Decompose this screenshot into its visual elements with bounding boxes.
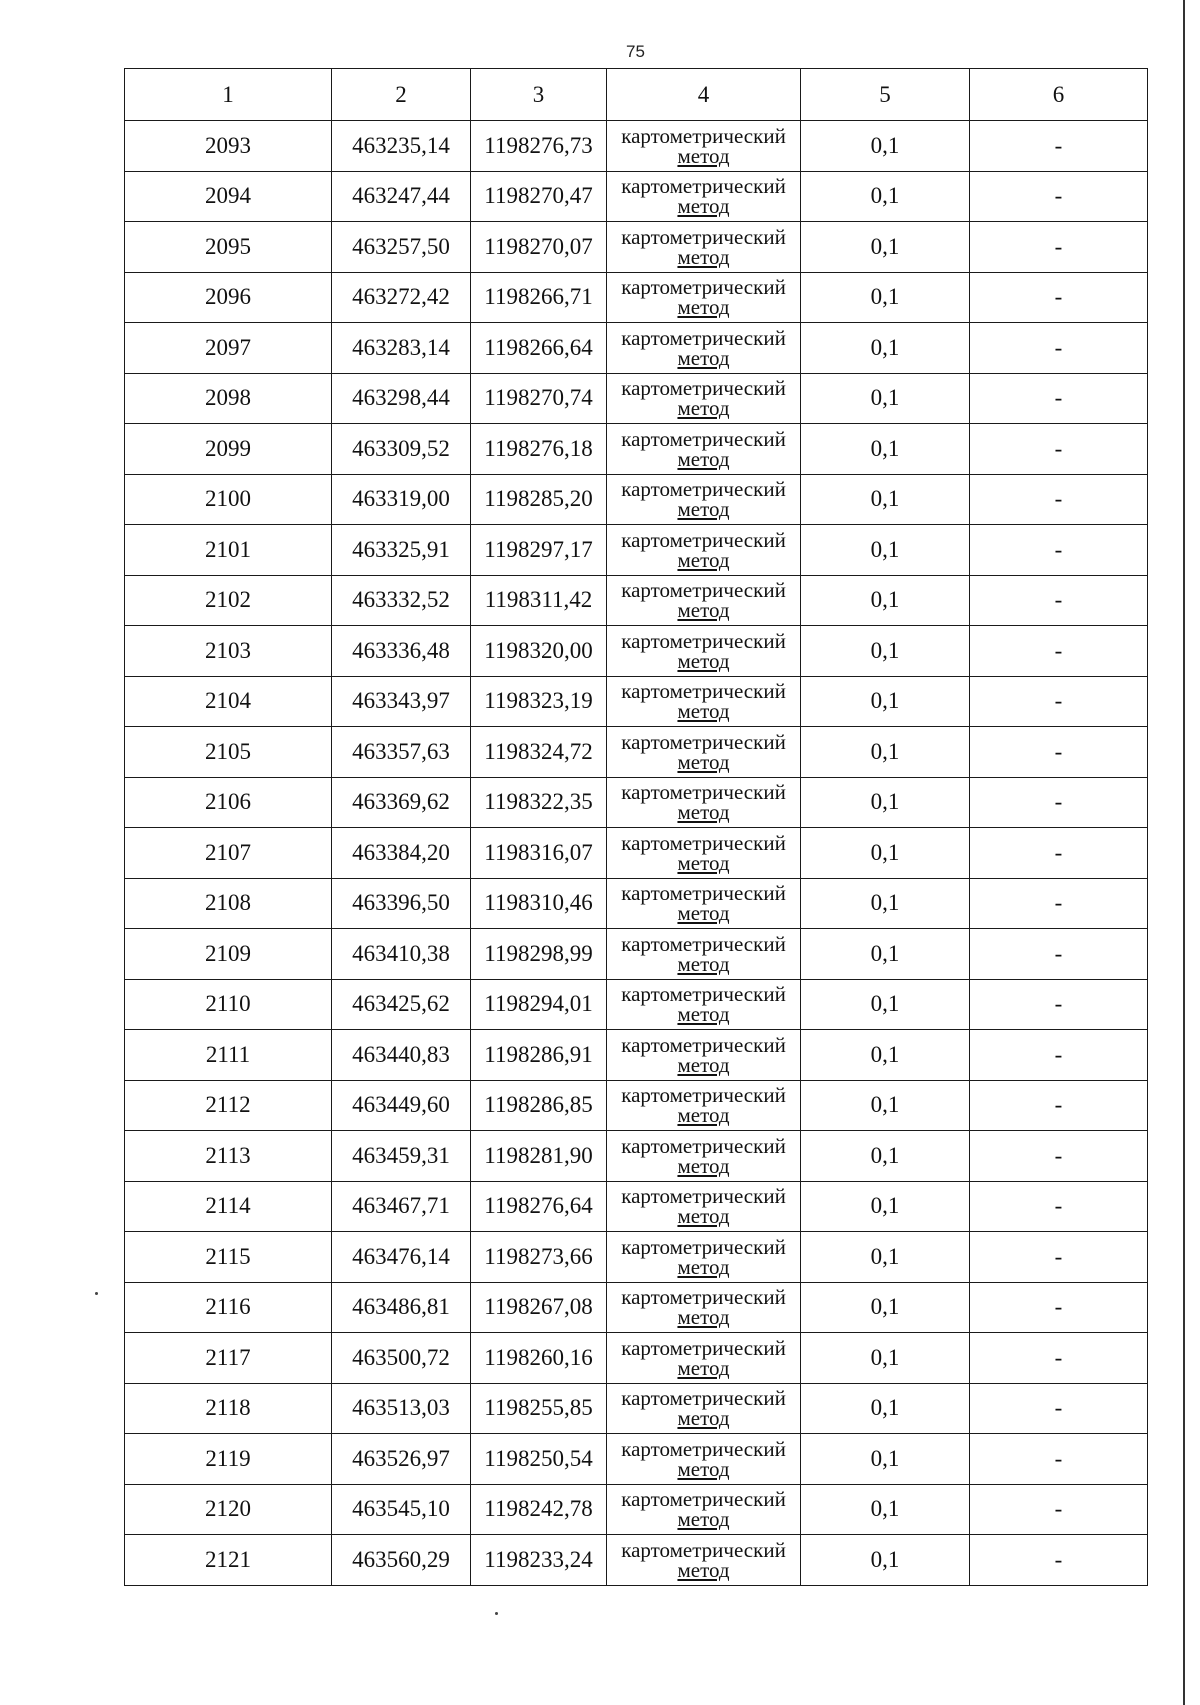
accuracy-cell: 0,1	[801, 1535, 970, 1586]
y-coordinate-cell: 1198266,71	[471, 272, 607, 323]
x-coordinate-cell: 463425,62	[332, 979, 471, 1030]
x-coordinate-cell: 463309,52	[332, 424, 471, 475]
y-coordinate-cell: 1198266,64	[471, 323, 607, 374]
description-cell: -	[970, 525, 1148, 576]
method-cell	[607, 1434, 801, 1485]
column-header: 2	[332, 69, 471, 121]
accuracy-cell: 0,1	[801, 1383, 970, 1434]
x-coordinate-cell: 463357,63	[332, 727, 471, 778]
method-text-line1: картометрический	[621, 780, 786, 805]
method-cell	[607, 828, 801, 879]
description-cell: -	[970, 272, 1148, 323]
method-cell	[607, 1484, 801, 1535]
description-cell: -	[970, 1434, 1148, 1485]
accuracy-cell: 0,1	[801, 323, 970, 374]
point-number-cell: 2096	[125, 272, 332, 323]
method-text-line2: метод	[677, 1355, 730, 1380]
y-coordinate-cell: 1198233,24	[471, 1535, 607, 1586]
method-text-line2: метод	[677, 295, 730, 320]
page-number: 75	[626, 42, 645, 61]
method-cell	[607, 1080, 801, 1131]
table-row	[125, 272, 1148, 323]
method-cell	[607, 222, 801, 273]
x-coordinate-cell: 463449,60	[332, 1080, 471, 1131]
y-coordinate-cell: 1198270,47	[471, 171, 607, 222]
method-text-line1: картометрический	[621, 1083, 786, 1108]
y-coordinate-cell: 1198311,42	[471, 575, 607, 626]
table-row	[125, 727, 1148, 778]
accuracy-cell: 0,1	[801, 1434, 970, 1485]
method-text-line2: метод	[677, 598, 730, 623]
accuracy-cell: 0,1	[801, 1333, 970, 1384]
accuracy-cell: 0,1	[801, 525, 970, 576]
x-coordinate-cell: 463369,62	[332, 777, 471, 828]
y-coordinate-cell: 1198322,35	[471, 777, 607, 828]
x-coordinate-cell: 463560,29	[332, 1535, 471, 1586]
table-row	[125, 323, 1148, 374]
table-row	[125, 121, 1148, 172]
point-number-cell: 2117	[125, 1333, 332, 1384]
accuracy-cell: 0,1	[801, 1181, 970, 1232]
method-text-line1: картометрический	[621, 628, 786, 653]
point-number-cell: 2102	[125, 575, 332, 626]
method-cell	[607, 727, 801, 778]
description-cell: -	[970, 676, 1148, 727]
description-cell: -	[970, 474, 1148, 525]
description-cell: -	[970, 626, 1148, 677]
method-text-line2: метод	[677, 1456, 730, 1481]
method-text-line2: метод	[677, 244, 730, 269]
table-row	[125, 1282, 1148, 1333]
point-number-cell: 2103	[125, 626, 332, 677]
method-text-line1: картометрический	[621, 729, 786, 754]
column-header: 3	[471, 69, 607, 121]
table-row	[125, 373, 1148, 424]
method-cell	[607, 575, 801, 626]
x-coordinate-cell: 463545,10	[332, 1484, 471, 1535]
accuracy-cell: 0,1	[801, 1282, 970, 1333]
method-text-line1: картометрический	[621, 1032, 786, 1057]
method-cell	[607, 1131, 801, 1182]
description-cell: -	[970, 1030, 1148, 1081]
accuracy-cell: 0,1	[801, 727, 970, 778]
method-text-line2: метод	[677, 1103, 730, 1128]
description-cell: -	[970, 828, 1148, 879]
accuracy-cell: 0,1	[801, 676, 970, 727]
accuracy-cell: 0,1	[801, 424, 970, 475]
point-number-cell: 2105	[125, 727, 332, 778]
x-coordinate-cell: 463396,50	[332, 878, 471, 929]
y-coordinate-cell: 1198316,07	[471, 828, 607, 879]
method-cell	[607, 121, 801, 172]
x-coordinate-cell: 463476,14	[332, 1232, 471, 1283]
table-row	[125, 929, 1148, 980]
description-cell: -	[970, 727, 1148, 778]
table-row	[125, 626, 1148, 677]
x-coordinate-cell: 463332,52	[332, 575, 471, 626]
x-coordinate-cell: 463235,14	[332, 121, 471, 172]
method-text-line1: картометрический	[621, 982, 786, 1007]
method-text-line2: метод	[677, 850, 730, 875]
method-text-line1: картометрический	[621, 881, 786, 906]
point-number-cell: 2114	[125, 1181, 332, 1232]
table-row	[125, 424, 1148, 475]
accuracy-cell: 0,1	[801, 474, 970, 525]
method-cell	[607, 525, 801, 576]
y-coordinate-cell: 1198285,20	[471, 474, 607, 525]
page-right-edge	[1183, 0, 1185, 1705]
method-text-line1: картометрический	[621, 1285, 786, 1310]
y-coordinate-cell: 1198320,00	[471, 626, 607, 677]
point-number-cell: 2095	[125, 222, 332, 273]
method-cell	[607, 1333, 801, 1384]
table-row	[125, 1030, 1148, 1081]
method-text-line1: картометрический	[621, 477, 786, 502]
method-text-line1: картометрический	[621, 679, 786, 704]
accuracy-cell: 0,1	[801, 777, 970, 828]
description-cell: -	[970, 575, 1148, 626]
method-text-line1: картометрический	[621, 224, 786, 249]
method-text-line2: метод	[677, 143, 730, 168]
point-number-cell: 2108	[125, 878, 332, 929]
method-cell	[607, 171, 801, 222]
method-text-line1: картометрический	[621, 1436, 786, 1461]
scan-speck	[95, 1292, 98, 1295]
point-number-cell: 2098	[125, 373, 332, 424]
method-text-line1: картометрический	[621, 1133, 786, 1158]
method-cell	[607, 474, 801, 525]
method-text-line1: картометрический	[621, 1335, 786, 1360]
description-cell: -	[970, 373, 1148, 424]
x-coordinate-cell: 463459,31	[332, 1131, 471, 1182]
method-text-line2: метод	[677, 1254, 730, 1279]
method-text-line2: метод	[677, 1507, 730, 1532]
method-text-line2: метод	[677, 951, 730, 976]
x-coordinate-cell: 463298,44	[332, 373, 471, 424]
accuracy-cell: 0,1	[801, 1030, 970, 1081]
x-coordinate-cell: 463410,38	[332, 929, 471, 980]
method-text-line2: метод	[677, 648, 730, 673]
x-coordinate-cell: 463343,97	[332, 676, 471, 727]
point-number-cell: 2111	[125, 1030, 332, 1081]
x-coordinate-cell: 463247,44	[332, 171, 471, 222]
y-coordinate-cell: 1198276,73	[471, 121, 607, 172]
scan-speck	[495, 1612, 498, 1615]
x-coordinate-cell: 463384,20	[332, 828, 471, 879]
method-text-line1: картометрический	[621, 1537, 786, 1562]
y-coordinate-cell: 1198323,19	[471, 676, 607, 727]
y-coordinate-cell: 1198250,54	[471, 1434, 607, 1485]
method-text-line1: картометрический	[621, 830, 786, 855]
table-row	[125, 1434, 1148, 1485]
accuracy-cell: 0,1	[801, 626, 970, 677]
description-cell: -	[970, 424, 1148, 475]
description-cell: -	[970, 1131, 1148, 1182]
description-cell: -	[970, 1333, 1148, 1384]
point-number-cell: 2118	[125, 1383, 332, 1434]
x-coordinate-cell: 463526,97	[332, 1434, 471, 1485]
x-coordinate-cell: 463336,48	[332, 626, 471, 677]
method-text-line1: картометрический	[621, 1234, 786, 1259]
description-cell: -	[970, 121, 1148, 172]
point-number-cell: 2104	[125, 676, 332, 727]
point-number-cell: 2115	[125, 1232, 332, 1283]
column-header: 1	[125, 69, 332, 121]
method-text-line2: метод	[677, 749, 730, 774]
x-coordinate-cell: 463272,42	[332, 272, 471, 323]
point-number-cell: 2100	[125, 474, 332, 525]
method-text-line1: картометрический	[621, 931, 786, 956]
method-text-line1: картометрический	[621, 376, 786, 401]
method-text-line1: картометрический	[621, 1386, 786, 1411]
point-number-cell: 2109	[125, 929, 332, 980]
accuracy-cell: 0,1	[801, 929, 970, 980]
method-cell	[607, 777, 801, 828]
accuracy-cell: 0,1	[801, 1232, 970, 1283]
table-row	[125, 777, 1148, 828]
table-row	[125, 575, 1148, 626]
description-cell: -	[970, 1181, 1148, 1232]
method-cell	[607, 979, 801, 1030]
description-cell: -	[970, 777, 1148, 828]
table-row	[125, 1232, 1148, 1283]
method-text-line2: метод	[677, 901, 730, 926]
y-coordinate-cell: 1198270,74	[471, 373, 607, 424]
description-cell: -	[970, 878, 1148, 929]
method-text-line2: метод	[677, 1204, 730, 1229]
description-cell: -	[970, 222, 1148, 273]
description-cell: -	[970, 1080, 1148, 1131]
point-number-cell: 2116	[125, 1282, 332, 1333]
method-cell	[607, 323, 801, 374]
method-cell	[607, 1181, 801, 1232]
x-coordinate-cell: 463325,91	[332, 525, 471, 576]
method-text-line2: метод	[677, 800, 730, 825]
method-cell	[607, 626, 801, 677]
y-coordinate-cell: 1198276,18	[471, 424, 607, 475]
point-number-cell: 2119	[125, 1434, 332, 1485]
table-row	[125, 1484, 1148, 1535]
description-cell: -	[970, 323, 1148, 374]
accuracy-cell: 0,1	[801, 222, 970, 273]
point-number-cell: 2107	[125, 828, 332, 879]
table-row	[125, 1383, 1148, 1434]
x-coordinate-cell: 463440,83	[332, 1030, 471, 1081]
y-coordinate-cell: 1198267,08	[471, 1282, 607, 1333]
point-number-cell: 2106	[125, 777, 332, 828]
method-cell	[607, 878, 801, 929]
method-text-line2: метод	[677, 699, 730, 724]
accuracy-cell: 0,1	[801, 575, 970, 626]
header-row	[125, 69, 1148, 121]
table-row	[125, 878, 1148, 929]
method-cell	[607, 1383, 801, 1434]
x-coordinate-cell: 463513,03	[332, 1383, 471, 1434]
y-coordinate-cell: 1198298,99	[471, 929, 607, 980]
description-cell: -	[970, 979, 1148, 1030]
accuracy-cell: 0,1	[801, 272, 970, 323]
coordinates-table	[124, 68, 1148, 1586]
table-row	[125, 828, 1148, 879]
method-text-line1: картометрический	[621, 426, 786, 451]
point-number-cell: 2120	[125, 1484, 332, 1535]
description-cell: -	[970, 1535, 1148, 1586]
table-row	[125, 1535, 1148, 1586]
description-cell: -	[970, 929, 1148, 980]
method-cell	[607, 676, 801, 727]
accuracy-cell: 0,1	[801, 1484, 970, 1535]
point-number-cell: 2097	[125, 323, 332, 374]
method-cell	[607, 929, 801, 980]
method-text-line2: метод	[677, 1052, 730, 1077]
method-text-line2: метод	[677, 1557, 730, 1582]
method-text-line2: метод	[677, 1406, 730, 1431]
point-number-cell: 2099	[125, 424, 332, 475]
method-text-line2: метод	[677, 1305, 730, 1330]
accuracy-cell: 0,1	[801, 171, 970, 222]
method-cell	[607, 424, 801, 475]
y-coordinate-cell: 1198286,85	[471, 1080, 607, 1131]
method-text-line1: картометрический	[621, 325, 786, 350]
method-text-line1: картометрический	[621, 123, 786, 148]
table-row	[125, 1080, 1148, 1131]
y-coordinate-cell: 1198286,91	[471, 1030, 607, 1081]
method-cell	[607, 373, 801, 424]
y-coordinate-cell: 1198260,16	[471, 1333, 607, 1384]
method-text-line2: метод	[677, 446, 730, 471]
description-cell: -	[970, 1383, 1148, 1434]
method-text-line1: картометрический	[621, 578, 786, 603]
method-cell	[607, 1030, 801, 1081]
y-coordinate-cell: 1198324,72	[471, 727, 607, 778]
method-text-line1: картометрический	[621, 275, 786, 300]
point-number-cell: 2121	[125, 1535, 332, 1586]
method-cell	[607, 1535, 801, 1586]
point-number-cell: 2110	[125, 979, 332, 1030]
y-coordinate-cell: 1198281,90	[471, 1131, 607, 1182]
table-row	[125, 222, 1148, 273]
accuracy-cell: 0,1	[801, 878, 970, 929]
method-text-line1: картометрический	[621, 1487, 786, 1512]
method-text-line2: метод	[677, 497, 730, 522]
x-coordinate-cell: 463500,72	[332, 1333, 471, 1384]
accuracy-cell: 0,1	[801, 979, 970, 1030]
x-coordinate-cell: 463486,81	[332, 1282, 471, 1333]
point-number-cell: 2093	[125, 121, 332, 172]
y-coordinate-cell: 1198255,85	[471, 1383, 607, 1434]
table-row	[125, 525, 1148, 576]
accuracy-cell: 0,1	[801, 373, 970, 424]
point-number-cell: 2113	[125, 1131, 332, 1182]
point-number-cell: 2101	[125, 525, 332, 576]
y-coordinate-cell: 1198310,46	[471, 878, 607, 929]
table-row	[125, 1131, 1148, 1182]
accuracy-cell: 0,1	[801, 828, 970, 879]
description-cell: -	[970, 171, 1148, 222]
method-text-line1: картометрический	[621, 527, 786, 552]
x-coordinate-cell: 463283,14	[332, 323, 471, 374]
method-text-line2: метод	[677, 194, 730, 219]
method-text-line1: картометрический	[621, 174, 786, 199]
point-number-cell: 2094	[125, 171, 332, 222]
column-header: 4	[607, 69, 801, 121]
accuracy-cell: 0,1	[801, 1131, 970, 1182]
x-coordinate-cell: 463319,00	[332, 474, 471, 525]
method-text-line2: метод	[677, 396, 730, 421]
table-row	[125, 1333, 1148, 1384]
x-coordinate-cell: 463257,50	[332, 222, 471, 273]
method-text-line2: метод	[677, 1153, 730, 1178]
table-body	[125, 121, 1148, 1586]
table-row	[125, 676, 1148, 727]
table-row	[125, 171, 1148, 222]
method-cell	[607, 1232, 801, 1283]
method-cell	[607, 1282, 801, 1333]
table-row	[125, 1181, 1148, 1232]
method-text-line2: метод	[677, 547, 730, 572]
method-text-line2: метод	[677, 345, 730, 370]
accuracy-cell: 0,1	[801, 1080, 970, 1131]
column-header: 5	[801, 69, 970, 121]
method-text-line2: метод	[677, 1002, 730, 1027]
method-text-line1: картометрический	[621, 1184, 786, 1209]
y-coordinate-cell: 1198242,78	[471, 1484, 607, 1535]
y-coordinate-cell: 1198273,66	[471, 1232, 607, 1283]
description-cell: -	[970, 1232, 1148, 1283]
accuracy-cell: 0,1	[801, 121, 970, 172]
y-coordinate-cell: 1198276,64	[471, 1181, 607, 1232]
table-row	[125, 979, 1148, 1030]
method-cell	[607, 272, 801, 323]
y-coordinate-cell: 1198297,17	[471, 525, 607, 576]
description-cell: -	[970, 1282, 1148, 1333]
description-cell: -	[970, 1484, 1148, 1535]
y-coordinate-cell: 1198294,01	[471, 979, 607, 1030]
column-header: 6	[970, 69, 1148, 121]
y-coordinate-cell: 1198270,07	[471, 222, 607, 273]
table-row	[125, 474, 1148, 525]
point-number-cell: 2112	[125, 1080, 332, 1131]
x-coordinate-cell: 463467,71	[332, 1181, 471, 1232]
